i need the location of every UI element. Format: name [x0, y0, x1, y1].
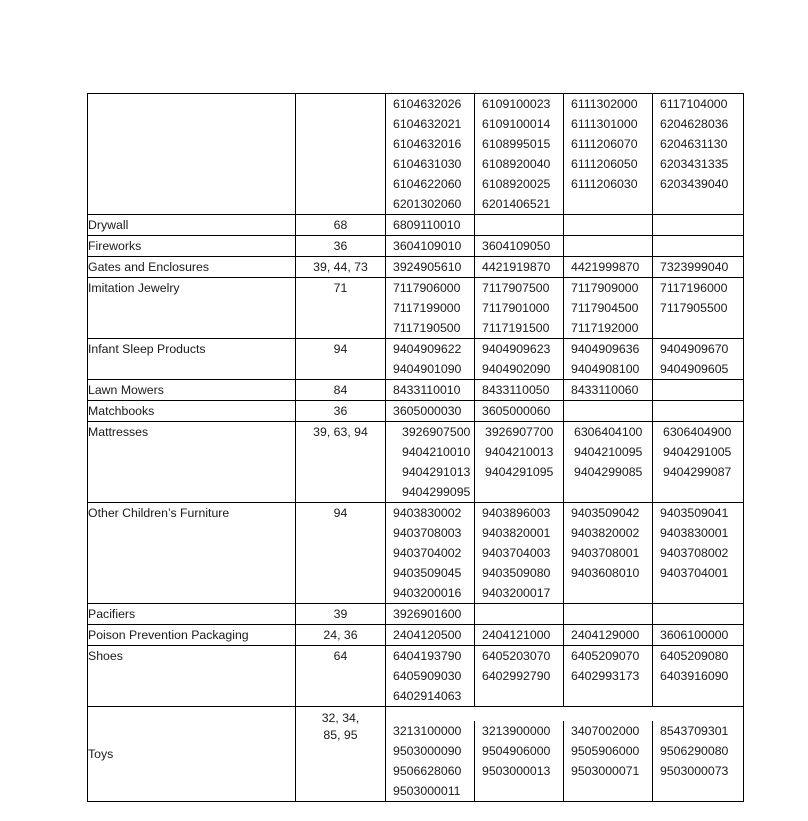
- hts-code: 9503000090: [386, 741, 475, 761]
- cfr-parts-cell: [296, 503, 386, 604]
- hts-code: 7117906000: [386, 278, 475, 298]
- product-name-cell: [88, 625, 296, 646]
- cfr-parts-cell: [296, 380, 386, 401]
- hts-code: 9403608010: [564, 563, 653, 583]
- hts-code: 9404299087: [663, 465, 732, 479]
- table-row: [88, 236, 744, 257]
- hts-code: 9503000013: [475, 761, 564, 781]
- cfr-parts-cell: [296, 257, 386, 278]
- product-name: Toys: [88, 747, 114, 761]
- hts-code: 9403708001: [564, 543, 653, 563]
- hts-code: [475, 482, 564, 502]
- hts-code: 6203439040: [660, 177, 729, 191]
- product-name-cell: [88, 94, 296, 215]
- product-name: Mattresses: [88, 425, 149, 439]
- hts-code-grid: [386, 422, 743, 502]
- hts-codes-cell: [386, 503, 744, 604]
- hts-code: 6104632016: [386, 134, 475, 154]
- product-code-table: [87, 93, 744, 802]
- hts-code-grid: [386, 604, 743, 624]
- product-name: Other Children’s Furniture: [88, 506, 230, 520]
- hts-code: 2404129000: [564, 625, 653, 645]
- product-name: Fireworks: [88, 239, 142, 253]
- hts-code-grid: [386, 721, 743, 801]
- hts-code: 3926901600: [386, 604, 475, 624]
- cfr-parts-cell: [296, 646, 386, 707]
- hts-codes-cell: [386, 707, 744, 802]
- cfr-parts-cell: [296, 401, 386, 422]
- hts-code-grid: [386, 236, 743, 256]
- product-name-cell: [88, 604, 296, 625]
- hts-code: [564, 583, 653, 603]
- hts-code: 7117192000: [564, 318, 653, 338]
- hts-code: 9404909670: [660, 342, 729, 356]
- hts-code: 3924905610: [386, 257, 475, 277]
- hts-code-grid: [386, 278, 743, 338]
- table-row: [88, 257, 744, 278]
- hts-code: 6117104000: [660, 97, 728, 111]
- hts-code: [475, 604, 564, 624]
- table-row: [88, 339, 744, 380]
- hts-code: 9404291005: [663, 445, 732, 459]
- hts-code: 7117907500: [475, 278, 564, 298]
- cfr-parts: 36: [333, 404, 348, 418]
- hts-code-grid: [386, 401, 743, 421]
- hts-code: 3604109050: [475, 236, 564, 256]
- hts-code-grid: [386, 380, 743, 400]
- hts-code: 6104622060: [386, 174, 475, 194]
- hts-code-grid: [386, 339, 743, 379]
- hts-code: 3926907700: [475, 422, 564, 442]
- product-name: Infant Sleep Products: [88, 342, 206, 356]
- hts-code: 9403830001: [660, 526, 729, 540]
- hts-code: 6109100023: [475, 94, 564, 114]
- hts-code: 3606100000: [660, 628, 729, 642]
- hts-code: 9404210010: [386, 442, 475, 462]
- table-row: [88, 278, 744, 339]
- hts-code: 6403916090: [660, 669, 729, 683]
- product-name-cell: [88, 236, 296, 257]
- hts-code: [653, 215, 741, 235]
- hts-code: 3605000030: [386, 401, 475, 421]
- hts-code-grid: [386, 94, 743, 214]
- hts-codes-cell: [386, 339, 744, 380]
- hts-code: 9404909636: [564, 339, 653, 359]
- hts-codes-cell: [386, 604, 744, 625]
- hts-code: 6109100014: [475, 114, 564, 134]
- cfr-parts: 64: [333, 649, 348, 663]
- hts-code: [564, 194, 653, 214]
- hts-code: 6306404100: [564, 422, 653, 442]
- product-name-cell: [88, 380, 296, 401]
- hts-code: [564, 236, 653, 256]
- hts-code: 9403830002: [386, 503, 475, 523]
- hts-code: 9403509042: [564, 503, 653, 523]
- product-name: Imitation Jewelry: [88, 281, 180, 295]
- hts-code: 6111206070: [564, 134, 653, 154]
- hts-code: 6203431335: [660, 157, 729, 171]
- hts-code: 7117905500: [660, 301, 728, 315]
- product-name: Shoes: [88, 649, 123, 663]
- hts-code: 7117190500: [386, 318, 475, 338]
- product-name-cell: [88, 646, 296, 707]
- cfr-parts: [296, 94, 385, 114]
- hts-code: 6405209070: [564, 646, 653, 666]
- cfr-parts: 24, 36: [323, 628, 358, 642]
- hts-code: 9403708003: [386, 523, 475, 543]
- hts-codes-cell: [386, 278, 744, 339]
- hts-code: 7323999040: [660, 260, 729, 274]
- hts-code: [564, 215, 653, 235]
- hts-code: 6201302060: [386, 194, 475, 214]
- cfr-parts: 94: [333, 342, 348, 356]
- hts-code: 9404909605: [660, 362, 729, 376]
- cfr-parts: 32, 34, 85, 95: [321, 711, 360, 742]
- hts-code: [564, 604, 653, 624]
- hts-code: 2404121000: [475, 625, 564, 645]
- hts-code: 6402992790: [475, 666, 564, 686]
- product-name: Poison Prevention Packaging: [88, 628, 249, 642]
- hts-code: 4421999870: [564, 257, 653, 277]
- cfr-parts: 39, 44, 73: [313, 260, 368, 274]
- table-row: [88, 422, 744, 503]
- hts-code: 3604109010: [386, 236, 475, 256]
- hts-codes-cell: [386, 94, 744, 215]
- hts-code: 6111302000: [564, 94, 653, 114]
- hts-code: [564, 781, 653, 801]
- product-name-cell: [88, 401, 296, 422]
- hts-code-grid: [386, 646, 743, 706]
- cfr-parts: 39: [333, 607, 348, 621]
- table-row: [88, 707, 744, 802]
- hts-code: 6204631130: [660, 137, 728, 151]
- hts-code: 9404291013: [386, 462, 475, 482]
- hts-code: 6104632026: [386, 94, 475, 114]
- hts-code: 6402914063: [386, 686, 475, 706]
- table-row: [88, 625, 744, 646]
- hts-code: 9503000073: [660, 764, 729, 778]
- hts-code-grid: [386, 625, 743, 645]
- hts-codes-table: [87, 93, 744, 802]
- cfr-parts: 39, 63, 94: [313, 425, 368, 439]
- hts-code: 9506290080: [660, 744, 729, 758]
- hts-code: 9404901090: [386, 359, 475, 379]
- hts-code: 9403200016: [386, 583, 475, 603]
- hts-code: [653, 401, 741, 421]
- hts-code: 9403509041: [660, 506, 729, 520]
- hts-code: 9404291095: [475, 462, 564, 482]
- table-row: [88, 94, 744, 215]
- hts-code-grid: [386, 257, 743, 277]
- hts-code: 6306404900: [663, 425, 732, 439]
- table-row: [88, 503, 744, 604]
- hts-code: 3926907500: [386, 422, 475, 442]
- cfr-parts: 94: [333, 506, 348, 520]
- hts-code: [653, 583, 741, 603]
- hts-codes-cell: [386, 401, 744, 422]
- hts-code: 9504906000: [475, 741, 564, 761]
- hts-code: 6108920040: [475, 154, 564, 174]
- hts-codes-cell: [386, 236, 744, 257]
- hts-code: 9404299085: [564, 462, 653, 482]
- hts-code: 6108995015: [475, 134, 564, 154]
- cfr-parts-cell: [296, 236, 386, 257]
- hts-code: 9403896003: [475, 503, 564, 523]
- hts-code: 9503000011: [386, 781, 475, 801]
- cfr-parts-cell: [296, 707, 386, 802]
- hts-codes-cell: [386, 422, 744, 503]
- hts-code: 4421919870: [475, 257, 564, 277]
- cfr-parts-cell: [296, 422, 386, 503]
- hts-code: 6108920025: [475, 174, 564, 194]
- cfr-parts-cell: [296, 278, 386, 339]
- table-row: [88, 401, 744, 422]
- cfr-parts-cell: [296, 625, 386, 646]
- hts-code: 8433110050: [475, 380, 564, 400]
- hts-code: 7117909000: [564, 278, 653, 298]
- hts-code: 6111206030: [564, 174, 653, 194]
- hts-code: 9403704002: [386, 543, 475, 563]
- cfr-parts-cell: [296, 339, 386, 380]
- hts-code: 9404908100: [564, 359, 653, 379]
- cfr-parts: 68: [333, 218, 348, 232]
- hts-code: 9404210095: [564, 442, 653, 462]
- hts-code: 9503000071: [564, 761, 653, 781]
- hts-code: 6405209080: [660, 649, 729, 663]
- product-name: Matchbooks: [88, 404, 155, 418]
- cfr-parts-cell: [296, 94, 386, 215]
- hts-code: 6404193790: [386, 646, 475, 666]
- hts-code: 6402993173: [564, 666, 653, 686]
- hts-code: [653, 380, 741, 400]
- hts-code: [653, 318, 741, 338]
- cfr-parts-cell: [296, 604, 386, 625]
- hts-code: [475, 686, 564, 706]
- table-row: [88, 380, 744, 401]
- hts-code: [653, 781, 741, 801]
- hts-code: 9403509045: [386, 563, 475, 583]
- hts-codes-cell: [386, 646, 744, 707]
- hts-code: 6405909030: [386, 666, 475, 686]
- hts-code-grid: [386, 215, 743, 235]
- hts-code: 8433110010: [386, 380, 475, 400]
- hts-codes-cell: [386, 625, 744, 646]
- hts-code: 6111206050: [564, 154, 653, 174]
- hts-code: 8543709301: [660, 724, 729, 738]
- hts-code: 6104631030: [386, 154, 475, 174]
- product-name-cell: [88, 257, 296, 278]
- hts-code: 6111301000: [564, 114, 653, 134]
- product-name: Gates and Enclosures: [88, 260, 209, 274]
- cfr-parts: 36: [333, 239, 348, 253]
- hts-codes-cell: [386, 215, 744, 236]
- product-name: Pacifiers: [88, 607, 136, 621]
- hts-code: 9403509080: [475, 563, 564, 583]
- hts-code: 6405203070: [475, 646, 564, 666]
- hts-code: 7117901000: [475, 298, 564, 318]
- hts-code: 9404210013: [475, 442, 564, 462]
- product-name: Drywall: [88, 218, 129, 232]
- hts-code: 6104632021: [386, 114, 475, 134]
- hts-code: [475, 215, 564, 235]
- hts-code: 3605000060: [475, 401, 564, 421]
- hts-code: 9403708002: [660, 546, 729, 560]
- hts-code: [653, 604, 741, 624]
- cfr-parts: 71: [333, 281, 348, 295]
- hts-code: 2404120500: [386, 625, 475, 645]
- hts-code: 3407002000: [564, 721, 653, 741]
- product-name-cell: [88, 278, 296, 339]
- hts-code: [564, 686, 653, 706]
- hts-code: 9404299095: [386, 482, 475, 502]
- hts-code: 9403200017: [475, 583, 564, 603]
- hts-code: [564, 401, 653, 421]
- hts-code: 7117196000: [660, 281, 728, 295]
- product-name: Lawn Mowers: [88, 383, 164, 397]
- product-name-cell: [88, 503, 296, 604]
- product-name-cell: [88, 339, 296, 380]
- hts-code: 9404909623: [475, 339, 564, 359]
- hts-code: 9505906000: [564, 741, 653, 761]
- hts-code: 9403820002: [564, 523, 653, 543]
- hts-code: [653, 194, 741, 214]
- hts-code: [653, 482, 741, 502]
- hts-code: 6204628036: [660, 117, 729, 131]
- hts-code: 7117191500: [475, 318, 564, 338]
- hts-code: [475, 781, 564, 801]
- product-name-cell: [88, 422, 296, 503]
- hts-code: 3213100000: [386, 721, 475, 741]
- hts-code: 9403704001: [660, 566, 729, 580]
- hts-code: 6201406521: [475, 194, 564, 214]
- product-name: [88, 94, 295, 114]
- hts-code: 9403820001: [475, 523, 564, 543]
- hts-code: 9403704003: [475, 543, 564, 563]
- hts-code: 3213900000: [475, 721, 564, 741]
- hts-code: 9404909622: [386, 339, 475, 359]
- table-row: [88, 646, 744, 707]
- hts-code: 9506628060: [386, 761, 475, 781]
- cfr-parts-cell: [296, 215, 386, 236]
- hts-code: 8433110060: [564, 380, 653, 400]
- hts-code: [564, 482, 653, 502]
- hts-code: [653, 686, 741, 706]
- product-name-cell: [88, 215, 296, 236]
- hts-code: [653, 236, 741, 256]
- cfr-parts: 84: [333, 383, 348, 397]
- hts-codes-cell: [386, 380, 744, 401]
- table-row: [88, 215, 744, 236]
- table-row: [88, 604, 744, 625]
- hts-code: 6809110010: [386, 215, 475, 235]
- hts-codes-cell: [386, 257, 744, 278]
- hts-code-grid: [386, 503, 743, 603]
- hts-code: 7117199000: [386, 298, 475, 318]
- hts-code: 7117904500: [564, 298, 653, 318]
- product-name-cell: [88, 707, 296, 802]
- hts-code: 9404902090: [475, 359, 564, 379]
